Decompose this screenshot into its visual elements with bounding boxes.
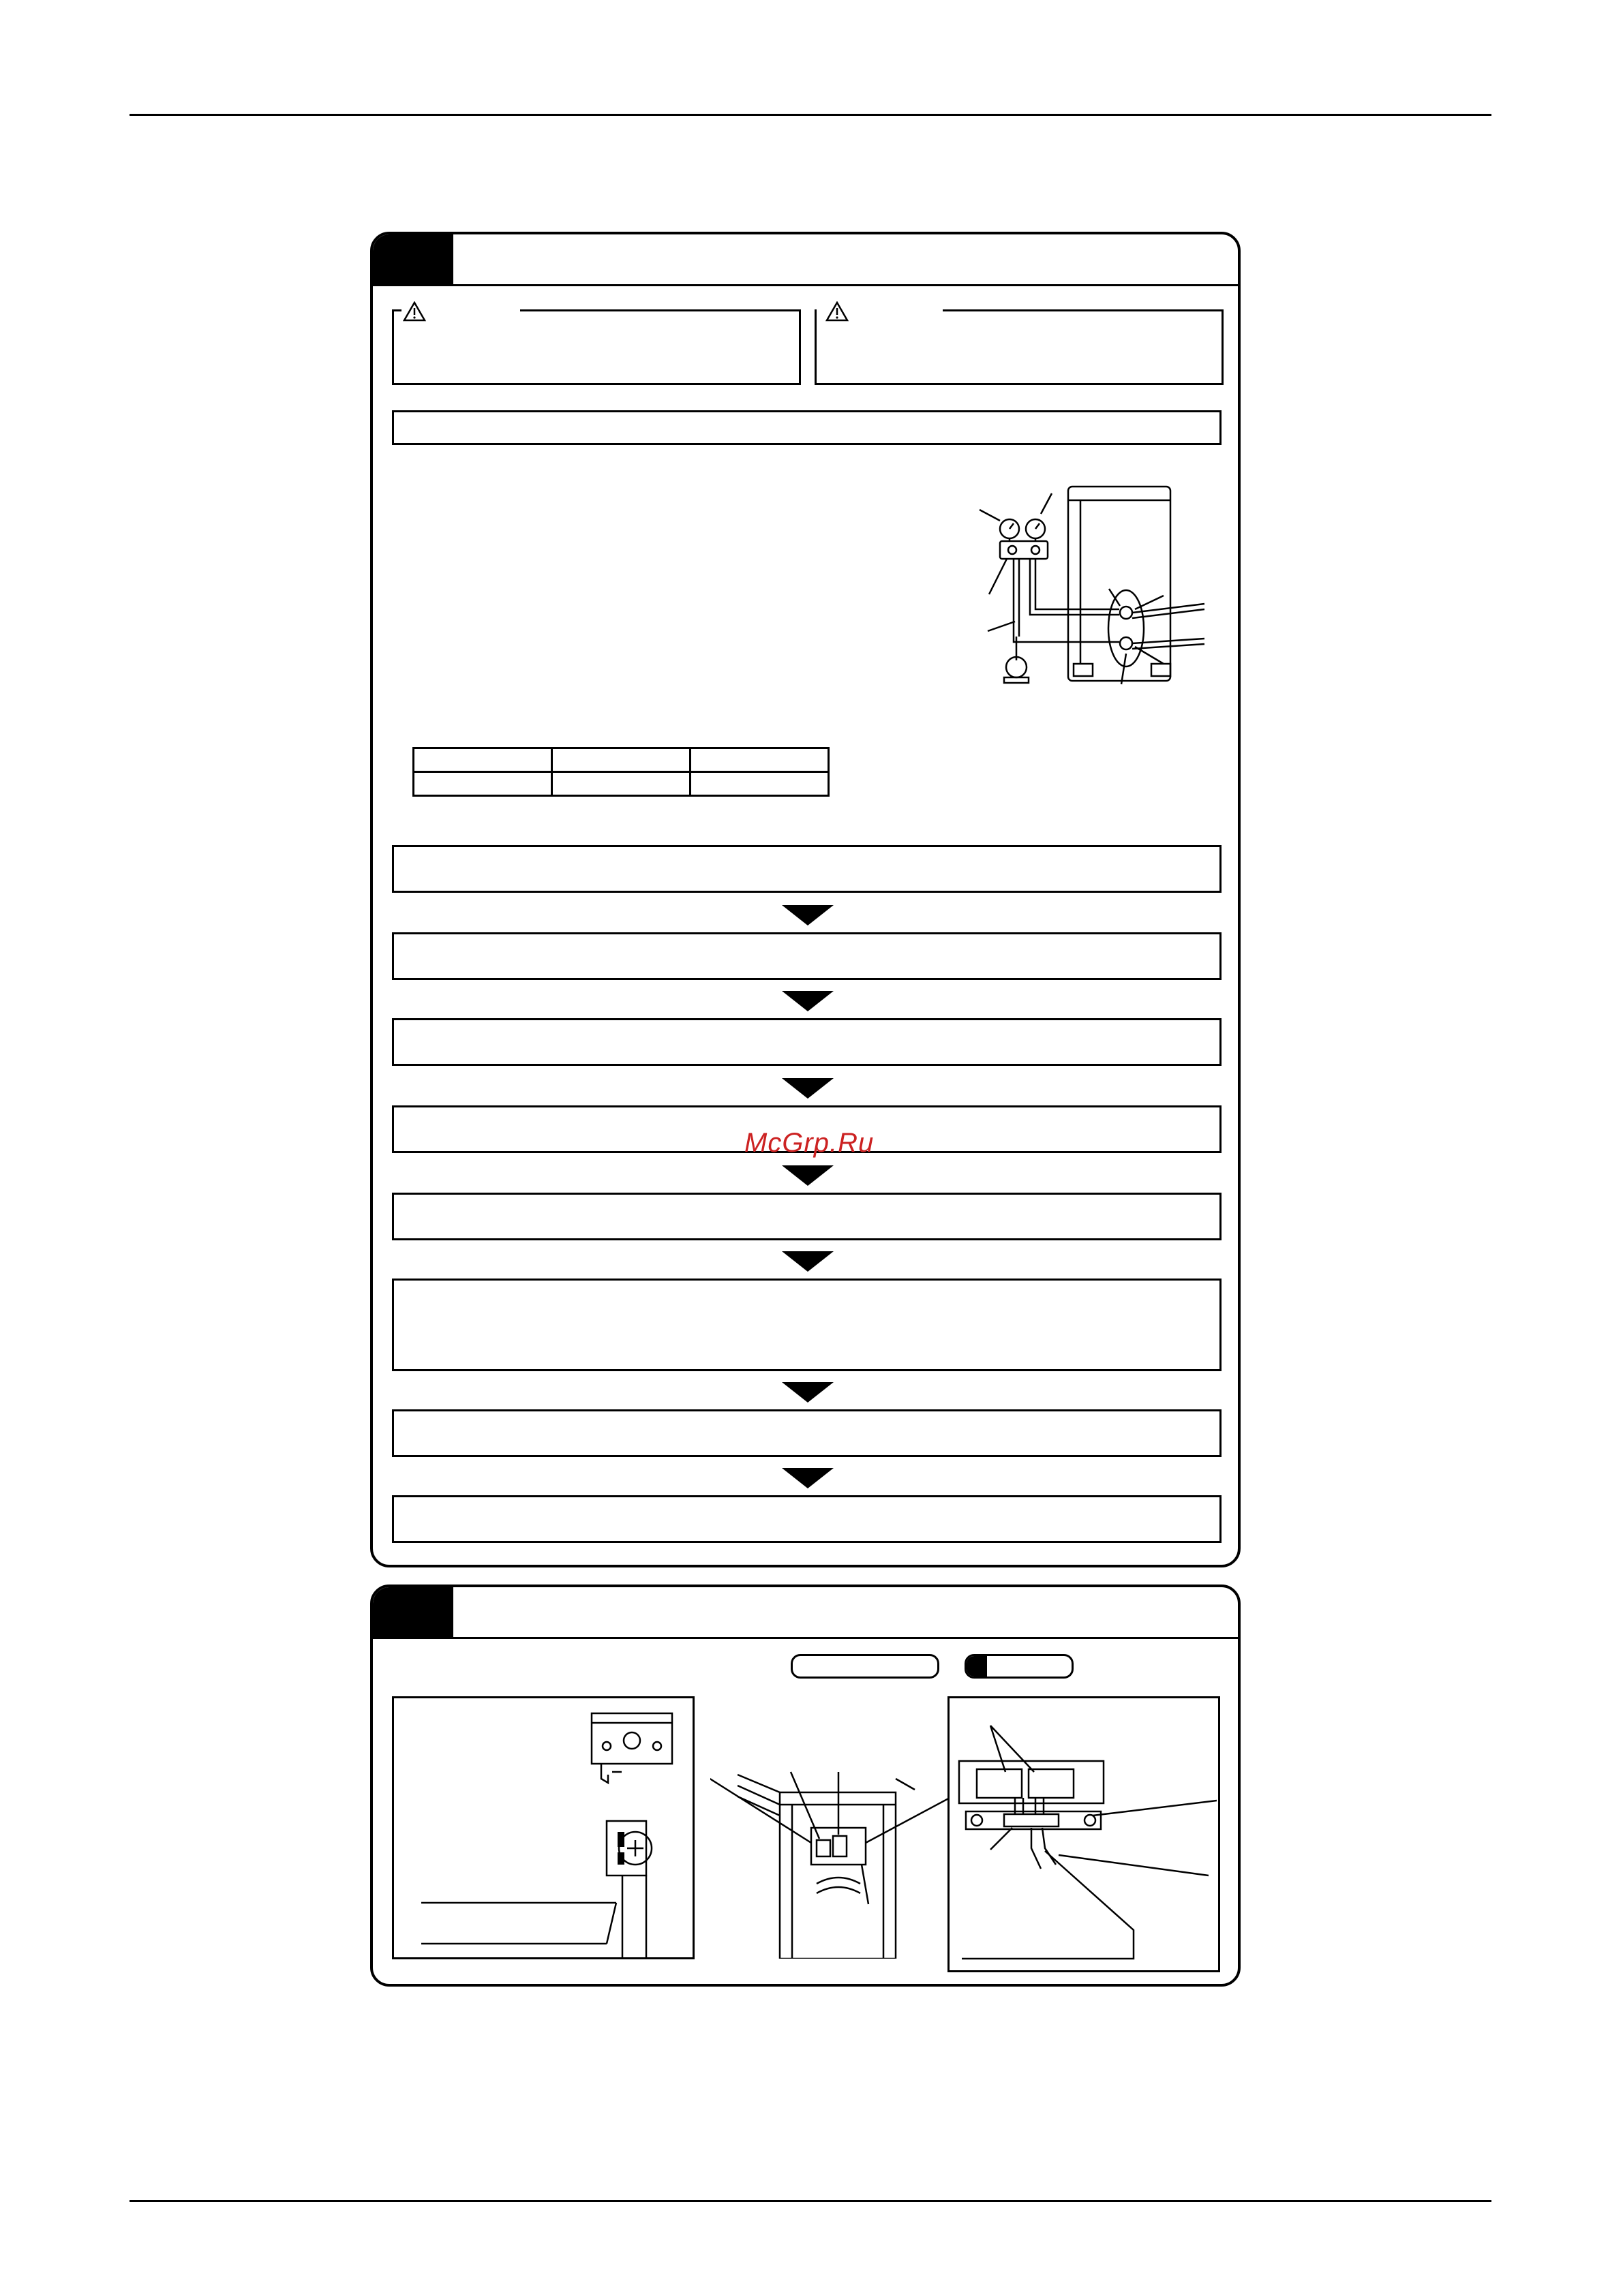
down-arrow-icon <box>782 991 834 1011</box>
step-box-7 <box>392 1409 1222 1457</box>
spec-table <box>412 747 830 797</box>
caution-box-left-rule <box>520 309 799 311</box>
footer-rule <box>130 2200 1491 2202</box>
detail-view-left <box>392 1696 695 1959</box>
panel-2-header <box>373 1587 1238 1639</box>
panel-2-tab <box>373 1587 453 1637</box>
step-box-1 <box>392 845 1222 893</box>
vacuum-pump-connection-diagram <box>959 473 1241 705</box>
spec-cell <box>691 748 829 772</box>
step-box-2 <box>392 932 1222 980</box>
caution-box-left-tick <box>392 309 401 311</box>
caution-box-right <box>815 309 1224 385</box>
down-arrow-icon <box>782 905 834 925</box>
step-box-6 <box>392 1279 1222 1371</box>
model-label-pill-marker <box>967 1656 987 1677</box>
panel-1-tab <box>373 234 453 284</box>
warning-triangle-icon <box>403 301 426 322</box>
spec-cell <box>414 772 552 796</box>
spec-cell <box>691 772 829 796</box>
down-arrow-icon <box>782 1078 834 1099</box>
model-label-pill-marked <box>965 1654 1074 1679</box>
terminal-detail-drawing-left <box>394 1698 694 1957</box>
model-label-pill <box>791 1654 939 1679</box>
warning-triangle-icon <box>825 301 849 322</box>
panel-1-header <box>373 234 1238 286</box>
procedure-panel-1 <box>370 232 1241 1567</box>
caution-box-left-border <box>392 309 394 383</box>
step-box-8 <box>392 1495 1222 1543</box>
caution-box-right-border <box>815 309 817 383</box>
procedure-panel-2 <box>370 1585 1241 1987</box>
watermark-text: McGrp.Ru <box>744 1128 875 1158</box>
down-arrow-icon <box>782 1165 834 1186</box>
spec-cell <box>414 748 552 772</box>
notice-bar <box>392 410 1222 445</box>
down-arrow-icon <box>782 1382 834 1403</box>
header-rule <box>130 114 1491 116</box>
unit-front-drawing <box>710 1747 969 1959</box>
caution-box-left <box>392 309 801 385</box>
spec-cell <box>552 748 691 772</box>
down-arrow-icon <box>782 1468 834 1488</box>
caution-box-right-rule <box>943 309 1222 311</box>
step-box-5 <box>392 1193 1222 1240</box>
detail-view-right <box>947 1696 1220 1972</box>
step-box-3 <box>392 1018 1222 1066</box>
terminal-detail-drawing-right <box>950 1698 1219 1971</box>
spec-cell <box>552 772 691 796</box>
down-arrow-icon <box>782 1251 834 1272</box>
